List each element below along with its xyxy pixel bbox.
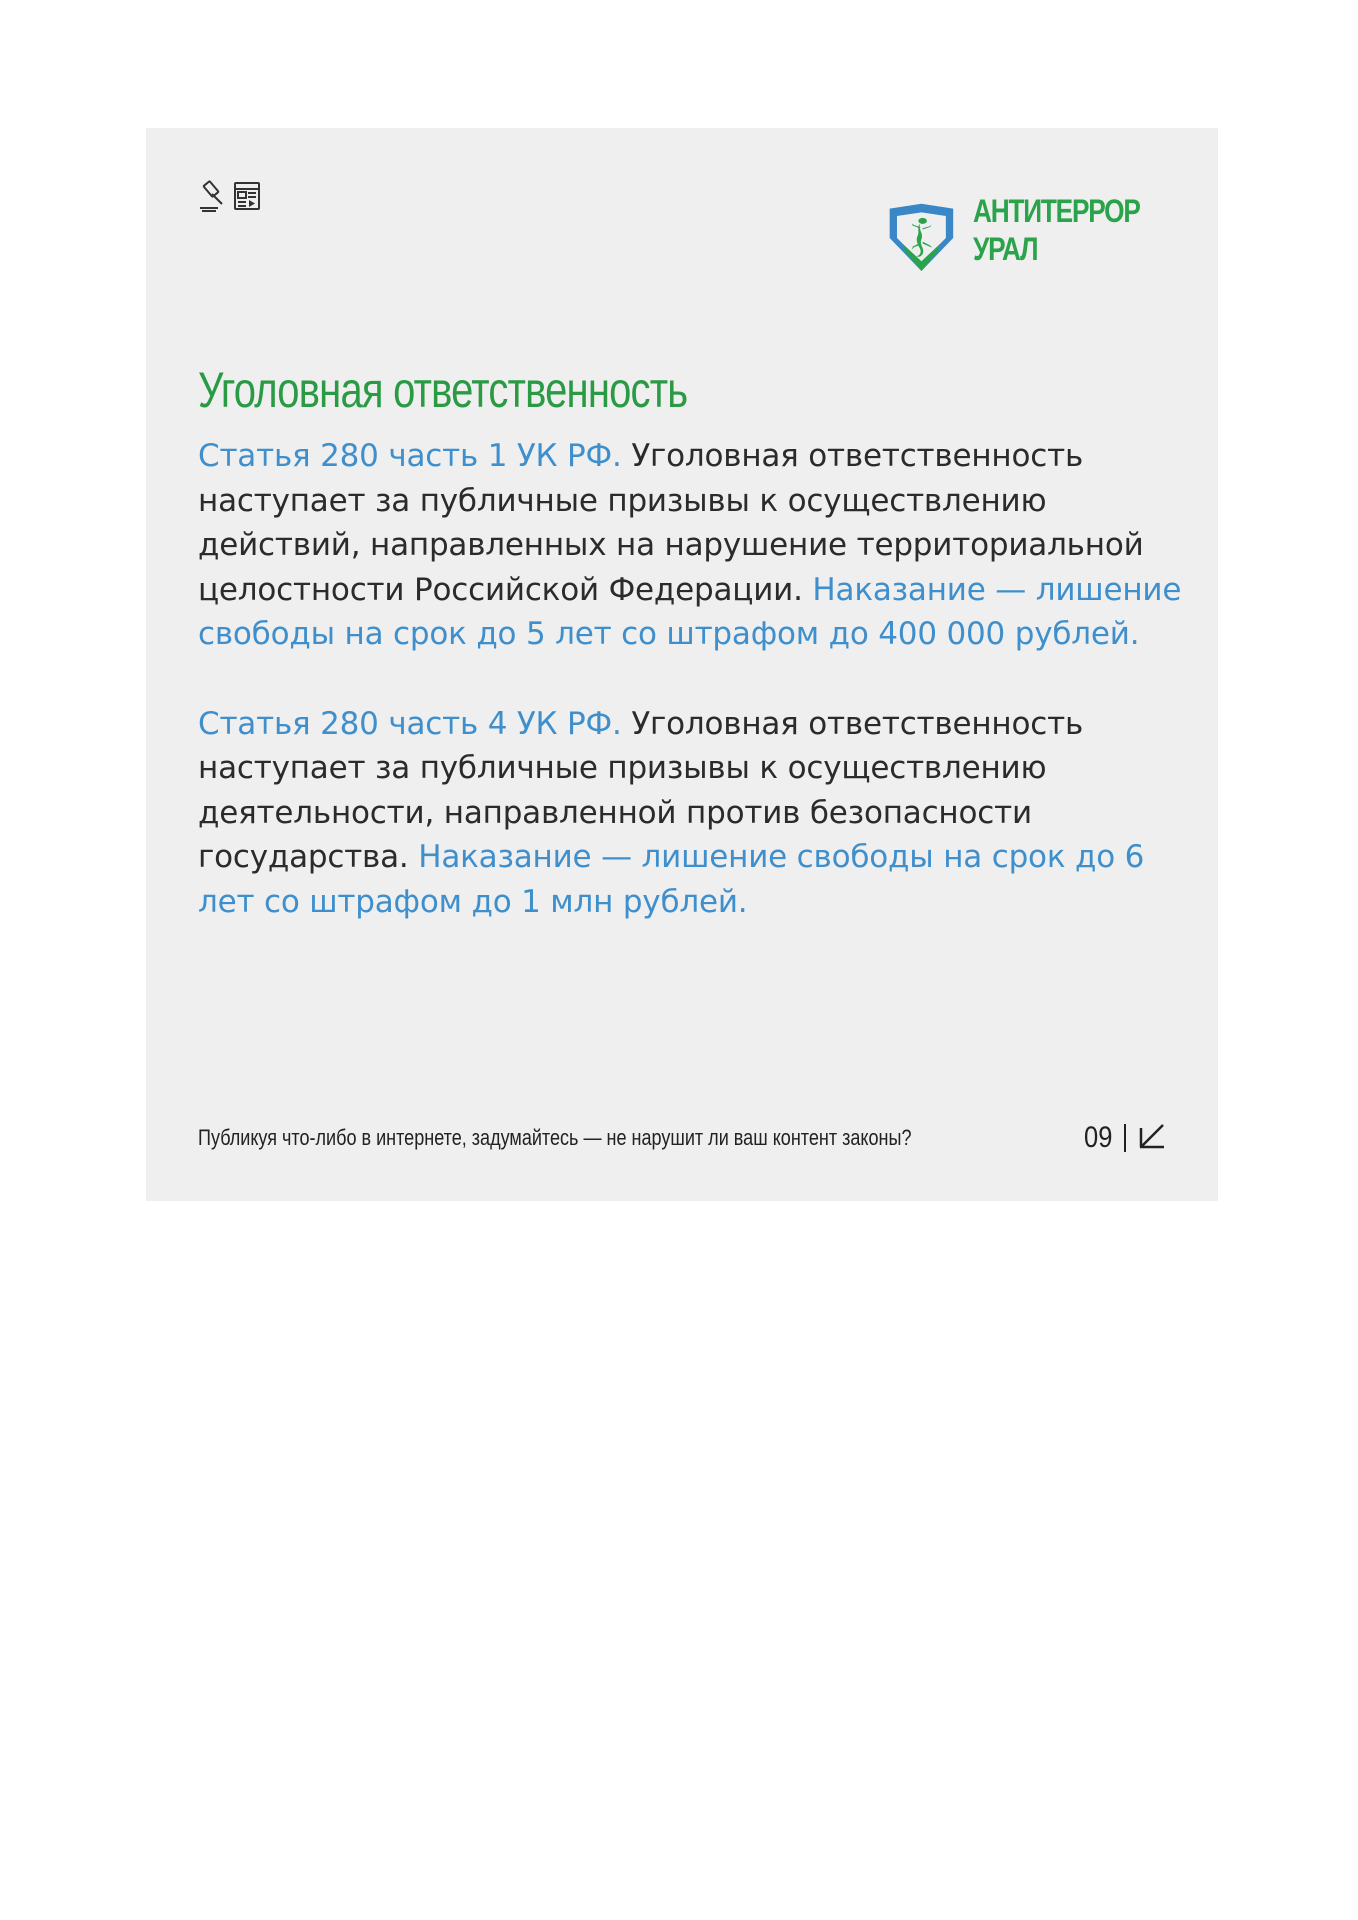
antiterror-ural-logo <box>886 180 1176 296</box>
top-icons <box>198 180 262 212</box>
penalty-text: Наказание — лишение свободы на срок до 5 лет со штрафом до 400 000 рублей. <box>198 571 1182 652</box>
footer-note: Публикуя что-либо в интернете, задумайтесь — не нарушит ли ваш контент законы? <box>198 1125 912 1150</box>
article-description: Уголовная ответственность наступает за публичные призывы к осуществлению действий, направленных на нарушение территориальной целостности Российской Федерации. <box>198 438 1144 608</box>
law-gavel-icon <box>198 180 228 212</box>
content-card <box>146 128 1218 1201</box>
paragraph-article-280-4 <box>198 702 1183 925</box>
page-number: 09 <box>1083 1121 1112 1154</box>
logo-line-1: АНТИТЕРРОР <box>972 193 1140 229</box>
logo-line-2: УРАЛ <box>972 231 1038 267</box>
arrow-down-left-icon <box>1138 1122 1166 1154</box>
footer <box>198 1118 1166 1158</box>
page-indicator <box>1079 1121 1166 1155</box>
media-content-icon <box>234 181 262 211</box>
penalty-text: Наказание — лишение свободы на срок до 6 лет со штрафом до 1 млн рублей. <box>198 839 1145 920</box>
paragraph-article-280-1 <box>198 434 1183 657</box>
article-description: Уголовная ответственность наступает за публичные призывы к осуществлению деятельности, направленной против безопасности государства. <box>198 705 1084 875</box>
article-reference: Статья 280 часть 4 УК РФ. <box>198 705 622 742</box>
shield-lizard-icon <box>886 180 957 296</box>
divider <box>1124 1124 1126 1152</box>
article-text <box>198 434 1183 969</box>
article-reference: Статья 280 часть 1 УК РФ. <box>198 438 622 474</box>
page-title: Уголовная ответственность <box>198 362 688 418</box>
logo-text <box>973 192 1140 268</box>
